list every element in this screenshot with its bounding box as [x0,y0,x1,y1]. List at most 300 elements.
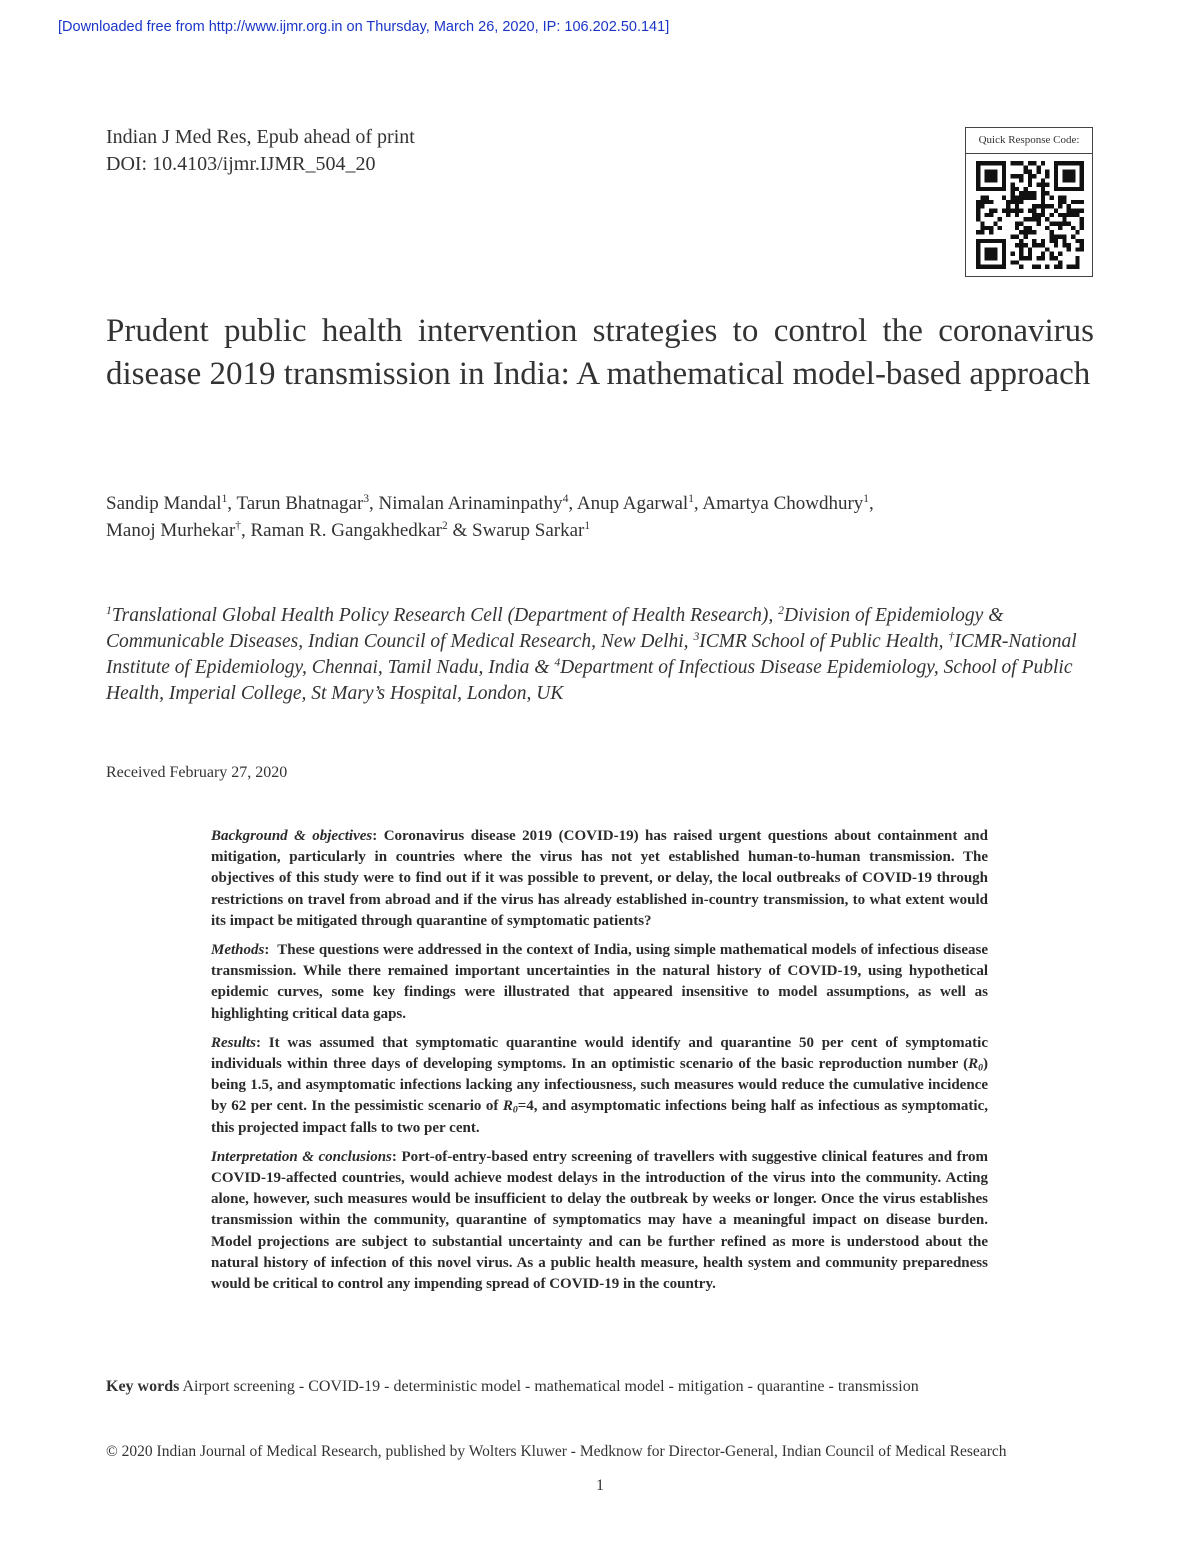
qr-module [1080,165,1084,169]
qr-module [1019,230,1023,234]
qr-module [1015,234,1019,238]
qr-module [976,165,980,169]
qr-module [1049,213,1053,217]
qr-module [1071,234,1075,238]
affiliation-mark: 3 [693,629,700,643]
qr-module [985,265,989,269]
qr-module [1028,230,1032,234]
qr-module [1019,256,1023,260]
qr-module [1036,256,1040,260]
qr-module [1062,196,1066,200]
qr-module [1054,174,1058,178]
qr-module [1011,252,1015,256]
qr-module [1049,252,1053,256]
qr-module [1002,174,1006,178]
qr-module [1045,217,1049,221]
qr-module [1045,226,1049,230]
qr-module [993,161,997,165]
qr-module [993,174,997,178]
qr-module [1080,217,1084,221]
qr-module [1054,221,1058,225]
qr-module [989,209,993,213]
qr-module [1024,234,1028,238]
qr-module [1075,209,1079,213]
qr-module [1032,217,1036,221]
section-text: These questions were addressed in the context of India, using simple mathematical models of infectious disease transmission. While there remained important uncertainties in the natural history of COVID-19, using hypothetical epidemic curves, some key findings were illustrated that appeared insensitive to model assumptions, as well as highlighting critical data gaps. [211,942,988,1022]
qr-module [1067,170,1071,174]
affiliation-mark: 2 [778,603,785,617]
qr-module [1036,221,1040,225]
qr-module [1015,243,1019,247]
qr-module [976,174,980,178]
qr-module [1006,213,1010,217]
qr-module [993,239,997,243]
qr-module [1045,170,1049,174]
qr-module [1041,239,1045,243]
qr-module [1080,170,1084,174]
qr-module [1019,200,1023,204]
qr-module [1019,191,1023,195]
qr-module [1002,252,1006,256]
qr-module [993,247,997,251]
section-text: ) being 1.5, and asymptomatic infections lacking any infectiousness, such measures would reduce the cumulative incidence by 62 per cent. In the pessimistic scenario of [211,1056,988,1115]
qr-module [1058,187,1062,191]
qr-module [993,187,997,191]
qr-module [1011,196,1015,200]
qr-module [1011,187,1015,191]
qr-module [1067,243,1071,247]
qr-module [1041,204,1045,208]
qr-module [1028,161,1032,165]
author-affiliation-mark: 1 [863,493,869,506]
qr-module [976,230,980,234]
qr-module [1062,239,1066,243]
qr-code-image [976,161,1084,269]
qr-module [1015,209,1019,213]
qr-module [1041,183,1045,187]
qr-module [1062,170,1066,174]
qr-module [1011,209,1015,213]
qr-module [1058,204,1062,208]
qr-module [976,260,980,264]
qr-module [976,178,980,182]
qr-module [1067,178,1071,182]
journal-info [106,124,415,178]
qr-module [1080,209,1084,213]
qr-module [985,174,989,178]
qr-module [1067,187,1071,191]
qr-module [1011,174,1015,178]
r0-symbol: $R_0$ [968,1056,983,1074]
affiliation: Division of Epidemiology & Communicable Diseases, Indian Council of Medical Research, New Delhi, [106,605,1004,652]
qr-module [976,200,980,204]
qr-module [998,161,1002,165]
qr-module [1054,239,1058,243]
qr-module [1041,187,1045,191]
author-affiliation-mark: 1 [688,493,694,506]
qr-module [976,170,980,174]
qr-module [989,187,993,191]
qr-module [1080,247,1084,251]
copyright-notice: © 2020 Indian Journal of Medical Research, published by Wolters Kluwer - Medknow for Director-General, Indian Council of Medical Research [106,1443,1007,1460]
qr-module [1080,187,1084,191]
affiliation: ICMR-National Institute of Epidemiology, Chennai, Tamil Nadu, India & [106,631,1077,678]
qr-module [1002,183,1006,187]
qr-module [1054,209,1058,213]
qr-module [985,178,989,182]
qr-module [1058,161,1062,165]
qr-module [1062,217,1066,221]
qr-module [1019,265,1023,269]
author: Sandip Mandal [106,493,222,514]
journal-doi: DOI: 10.4103/ijmr.IJMR_504_20 [106,153,376,175]
qr-module [1041,209,1045,213]
qr-module [980,239,984,243]
qr-module [993,221,997,225]
qr-module [1028,170,1032,174]
qr-module [976,183,980,187]
qr-module [1015,213,1019,217]
author: Tarun Bhatnagar [236,493,364,514]
abstract [211,826,988,1303]
qr-module [1058,221,1062,225]
qr-module [998,226,1002,230]
qr-module [1015,226,1019,230]
qr-module [989,170,993,174]
qr-module [1045,174,1049,178]
qr-module [1032,174,1036,178]
affiliation-mark: † [948,629,955,643]
qr-module [1045,265,1049,269]
affiliation: Department of Infectious Disease Epidemiology, School of Public Health, Imperial College, St Mary’s Hospital, London, UK [106,657,1073,704]
affiliation-mark: 1 [106,603,112,617]
qr-module [1071,187,1075,191]
qr-module [1071,174,1075,178]
qr-module [976,256,980,260]
qr-module [1002,178,1006,182]
qr-module [1006,209,1010,213]
qr-module [1028,252,1032,256]
qr-module [980,265,984,269]
qr-module [1049,239,1053,243]
qr-module [1015,260,1019,264]
qr-module [980,204,984,208]
qr-module [1062,187,1066,191]
qr-module [1019,209,1023,213]
section-label: Methods [211,942,265,959]
qr-module [1019,243,1023,247]
qr-module [1002,260,1006,264]
qr-module [980,200,984,204]
qr-module [1075,187,1079,191]
qr-module [993,256,997,260]
abstract-interpretation: Interpretation & conclusions: Port-of-entry-based entry screening of travellers with suggestive clinical features and from COVID-19-affected countries, would achieve modest delays in the introduction of the virus into the community. Acting alone, however, such measures would be insufficient to delay the outbreak by weeks or longer. Once the virus establishes transmission within the community, quarantine of symptomatics may have a meaningful impact on disease burden. Model projections are subject to substantial uncertainty and can be further refined as more is understood about the natural history of infection of this novel virus. As a public health measure, health system and community preparedness would be critical to control any impending spread of COVID-19 in the country. [211,1148,989,1293]
qr-module [1071,226,1075,230]
author-affiliation-mark: 1 [584,520,591,533]
qr-module [1058,196,1062,200]
qr-module [1049,234,1053,238]
qr-module [1036,243,1040,247]
qr-module [1054,243,1058,247]
qr-module [1024,230,1028,234]
qr-module [1062,213,1066,217]
qr-module [1024,170,1028,174]
qr-module [1011,191,1015,195]
author-list: Sandip Mandal$^1$, Tarun Bhatnagar$^3$, Nimalan Arinaminpathy$^4$, Anup Agarwal$^1$, Amartya Chowdhury$^1$, Manoj Murhekar†, Raman R. Gangakhedkar$^2$ & Swarup Sarkar$^1$ [106,493,874,541]
author: Nimalan Arinaminpathy [378,493,563,514]
abstract-results: Results: It was assumed that symptomatic quarantine would identify and quarantine 50 per cent of symptomatic individuals within three days of developing symptoms. In an optimistic scenario of the basic reproduction number $(R_0)$ being 1.5, and asymptomatic infections lacking any infectiousness, such measures would reduce the cumulative incidence by 62 per cent. In the pessimistic scenario of $R_0=4$, and asymptomatic infections being half as infectious as symptomatic, this projected impact falls to two per cent. [211,1034,988,1136]
qr-module [1062,243,1066,247]
qr-module [980,226,984,230]
qr-module [985,256,989,260]
author: Anup Agarwal [576,493,689,514]
qr-module [1075,265,1079,269]
qr-module [1080,183,1084,187]
qr-module [1019,161,1023,165]
qr-module [1054,234,1058,238]
abstract-background: Background & objectives: Coronavirus disease 2019 (COVID-19) has raised urgent questions about containment and mitigation, particularly in countries where the virus has not yet established human-to-human transmission. The objectives of this study were to find out if it was possible to prevent, or delay, the local outbreaks of COVID-19 through restrictions on travel from abroad and if the virus has already established in-country transmission, to what extent would its impact be mitigated through quarantine of symptomatic patients? [211,828,988,929]
qr-module [976,217,980,221]
qr-module [1080,226,1084,230]
qr-module [1024,243,1028,247]
author-affiliation-mark: 1 [221,493,228,506]
qr-module [1071,213,1075,217]
qr-module [1062,174,1066,178]
qr-module [1011,260,1015,264]
qr-module [993,178,997,182]
qr-module [1062,234,1066,238]
keywords-label: Key words [106,1378,180,1395]
qr-module [1036,183,1040,187]
qr-module [1067,174,1071,178]
qr-module [989,247,993,251]
qr-module [1049,196,1053,200]
author: Amartya Chowdhury [702,493,864,514]
qr-module [1058,200,1062,204]
qr-module [1045,183,1049,187]
qr-module [1045,191,1049,195]
qr-module [1019,174,1023,178]
author-affiliation-mark: † [235,520,241,533]
qr-module [1054,256,1058,260]
qr-module [985,161,989,165]
qr-module [1032,239,1036,243]
author-affiliation-mark: 3 [363,493,370,506]
qr-module [1041,252,1045,256]
qr-module [1019,221,1023,225]
qr-module [1075,256,1079,260]
qr-module [989,161,993,165]
qr-module [1032,204,1036,208]
qr-module [1028,183,1032,187]
qr-module [1041,196,1045,200]
qr-module [1067,213,1071,217]
qr-module [976,252,980,256]
qr-module [1032,191,1036,195]
download-note: [Downloaded free from http://www.ijmr.org.in on Thursday, March 26, 2020, IP: 106.202.50.141] [58,19,670,35]
qr-module [1002,170,1006,174]
received-date: Received February 27, 2020 [106,764,288,781]
qr-module [1015,187,1019,191]
section-text: Port-of-entry-based entry screening of travellers with suggestive clinical features and from COVID-19-affected countries, would achieve modest delays in the introduction of the virus into the community. Acting alone, however, such measures would be insufficient to delay the outbreak by weeks or longer. Once the virus establishes transmission within the community, quarantine of symptomatics may have a meaningful impact on disease burden. Model projections are subject to substantial uncertainty and can be further refined as more is understood about the natural history of infection of this novel virus. As a public health measure, health system and community preparedness would be critical to control any impending spread of COVID-19 in the country. [211,1148,989,1293]
qr-module [980,221,984,225]
qr-module [1036,165,1040,169]
qr-module [1002,265,1006,269]
qr-module [1054,178,1058,182]
qr-module [1028,247,1032,251]
qr-module [989,239,993,243]
qr-module [980,230,984,234]
section-text: It was assumed that symptomatic quarantine would identify and quarantine 50 per cent of symptomatic individuals within three days of developing symptoms. In an optimistic scenario of the basic reproduction number ( [211,1034,988,1073]
qr-module [976,265,980,269]
qr-module [1032,213,1036,217]
qr-module [1054,165,1058,169]
qr-module [1067,265,1071,269]
qr-module [1080,243,1084,247]
qr-module [993,252,997,256]
qr-module [1071,265,1075,269]
qr-module [1036,204,1040,208]
qr-module [993,265,997,269]
qr-module [1024,165,1028,169]
qr-module [1054,265,1058,269]
qr-module [1002,243,1006,247]
qr-module [976,187,980,191]
qr-module [998,239,1002,243]
article-title: Prudent public health intervention strategies to control the coronavirus disease 2019 transmission in India: A mathematical model-based approach [106,313,1094,392]
qr-module [1080,174,1084,178]
qr-module [1054,170,1058,174]
qr-module [1067,209,1071,213]
qr-module [980,161,984,165]
qr-module [989,256,993,260]
qr-module [1032,209,1036,213]
qr-module [1028,174,1032,178]
qr-module [989,230,993,234]
qr-module [1032,243,1036,247]
qr-module [1041,213,1045,217]
qr-module [1019,196,1023,200]
qr-module [1062,178,1066,182]
qr-module [1041,161,1045,165]
qr-module [1032,196,1036,200]
qr-module [998,265,1002,269]
qr-module [1058,252,1062,256]
qr-module [1062,200,1066,204]
affiliation-list [106,603,1096,707]
abstract-methods: Methods: These questions were addressed in the context of India, using simple mathematical models of infectious disease transmission. While there remained important uncertainties in the natural history of COVID-19, using hypothetical epidemic curves, some key findings were illustrated that appeared insensitive to model assumptions, as well as highlighting critical data gaps. [211,942,988,1022]
qr-module [1006,204,1010,208]
qr-module [1028,217,1032,221]
qr-module [1002,196,1006,200]
qr-module [993,170,997,174]
qr-module [1058,213,1062,217]
r0-symbol: $R_0$ [502,1098,518,1116]
qr-module [976,209,980,213]
qr-module [1045,247,1049,251]
qr-module [989,174,993,178]
qr-module [1036,213,1040,217]
qr-module [1024,256,1028,260]
qr-module [1019,178,1023,182]
qr-module [989,200,993,204]
qr-module [1006,200,1010,204]
qr-module [1032,230,1036,234]
qr-module [1002,165,1006,169]
qr-module [1062,221,1066,225]
qr-module [1019,247,1023,251]
qr-module [1075,247,1079,251]
qr-module [1024,196,1028,200]
affiliation: Translational Global Health Policy Research Cell (Department of Health Research), [111,605,779,626]
qr-module [1002,187,1006,191]
qr-module [1028,209,1032,213]
qr-module [1080,161,1084,165]
affiliation-mark: 4 [554,655,561,669]
qr-module [1011,161,1015,165]
qr-module [976,213,980,217]
qr-module [1024,191,1028,195]
qr-module [1019,239,1023,243]
qr-module [989,178,993,182]
qr-module [998,187,1002,191]
section-label: Interpretation & conclusions [211,1148,392,1165]
section-label: Results [211,1034,257,1051]
qr-module [1080,239,1084,243]
qr-module [985,252,989,256]
qr-module [1002,256,1006,260]
keywords-text: Airport screening - COVID-19 - deterministic model - mathematical model - mitigation - quarantine - transmission [182,1378,919,1395]
qr-module [985,239,989,243]
qr-module [1028,191,1032,195]
qr-module [1011,200,1015,204]
qr-module [976,243,980,247]
affiliation: ICMR School of Public Health, [699,631,949,652]
qr-module [1015,200,1019,204]
qr-module [1036,217,1040,221]
qr-module [1028,256,1032,260]
qr-module [1054,183,1058,187]
qr-module [1075,239,1079,243]
qr-module [1080,221,1084,225]
qr-module [985,187,989,191]
qr-module [985,247,989,251]
section-text: =4, and asymptomatic infections being half as infectious as symptomatic, this projected impact falls to two per cent. [211,1098,988,1136]
qr-module [1041,200,1045,204]
qr-module [985,170,989,174]
qr-module [1080,200,1084,204]
qr-module [1071,161,1075,165]
qr-module [1015,174,1019,178]
qr-module [1041,256,1045,260]
qr-module [1067,204,1071,208]
qr-module [1041,243,1045,247]
qr-module [1041,178,1045,182]
qr-module [1071,178,1075,182]
qr-module [985,196,989,200]
qr-module [1011,234,1015,238]
qr-module [989,265,993,269]
qr-module [985,226,989,230]
qr-module [1067,221,1071,225]
qr-module [1015,196,1019,200]
qr-module [1028,178,1032,182]
qr-module [1002,161,1006,165]
qr-module [980,196,984,200]
qr-module [1080,178,1084,182]
qr-module [1075,213,1079,217]
page-number: 1 [596,1477,604,1494]
